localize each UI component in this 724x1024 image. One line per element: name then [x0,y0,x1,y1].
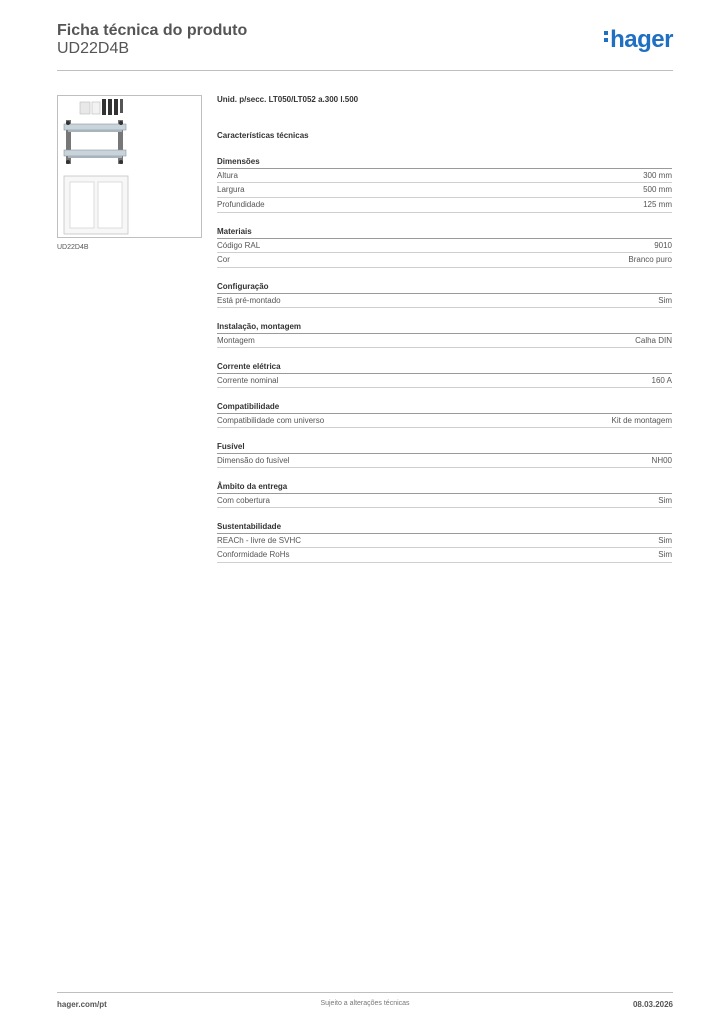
spec-group [217,322,672,348]
spec-row [217,169,672,183]
spec-groups [217,157,672,563]
spec-label: REACh - livre de SVHC [217,536,302,545]
spec-value: 9010 [654,241,672,250]
spec-label: Com cobertura [217,496,270,505]
spec-group [217,522,672,563]
spec-label: Altura [217,171,238,180]
spec-value: 300 mm [643,171,672,180]
spec-label: Profundidade [217,200,265,209]
product-description: Unid. p/secc. LT050/LT052 a.300 l.500 [217,95,359,104]
spec-content [217,95,672,563]
spec-label: Conformidade RoHs [217,550,290,559]
spec-label: Compatibilidade com universo [217,416,325,425]
spec-group-title: Sustentabilidade [217,522,672,534]
spec-group [217,402,672,428]
footer-note: Sujeito a alterações técnicas [320,1000,410,1007]
spec-row [217,414,672,428]
product-photo-icon [58,96,201,237]
spec-label: Está pré-montado [217,296,281,305]
spec-row [217,294,672,308]
spec-group [217,362,672,388]
page-header [57,20,673,71]
spec-group-title: Fusível [217,442,672,454]
spec-row [217,239,672,253]
spec-value: 160 A [651,376,672,385]
page-footer [57,992,673,1013]
section-title: Características técnicas [217,131,309,140]
spec-value: NH00 [651,456,672,465]
hager-logo [604,26,673,54]
spec-value: Branco puro [628,255,672,264]
spec-row [217,548,672,563]
spec-row [217,454,672,468]
spec-row [217,374,672,388]
spec-value: Sim [658,550,672,559]
spec-group-title: Dimensões [217,157,672,169]
product-image [57,95,202,238]
footer-website: hager.com/pt [57,1000,107,1009]
footer-date: 08.03.2026 [632,1000,673,1009]
image-caption: UD22D4B [57,244,89,251]
spec-group [217,282,672,308]
spec-value: Sim [658,496,672,505]
spec-row [217,494,672,508]
spec-value: Sim [658,536,672,545]
spec-group-title: Materiais [217,227,672,239]
spec-row [217,198,672,213]
spec-label: Montagem [217,336,255,345]
spec-row [217,334,672,348]
spec-group-title: Instalação, montagem [217,322,672,334]
spec-group [217,442,672,468]
spec-group-title: Configuração [217,282,672,294]
spec-value: 500 mm [643,185,672,194]
spec-label: Código RAL [217,241,261,250]
spec-group [217,482,672,508]
spec-row [217,183,672,198]
spec-row [217,253,672,268]
spec-value: Kit de montagem [611,416,672,425]
logo-text: hager [610,26,673,53]
spec-label: Dimensão do fusível [217,456,290,465]
spec-label: Cor [217,255,230,264]
document-title: Ficha técnica do produto [57,22,248,39]
spec-row [217,534,672,548]
spec-group-title: Âmbito da entrega [217,482,672,494]
spec-group-title: Compatibilidade [217,402,672,414]
spec-value: Sim [658,296,672,305]
spec-label: Corrente nominal [217,376,279,385]
spec-label: Largura [217,185,245,194]
spec-group-title: Corrente elétrica [217,362,672,374]
spec-group [217,227,672,268]
spec-value: Calha DIN [635,336,672,345]
spec-value: 125 mm [643,200,672,209]
product-code: UD22D4B [57,40,130,57]
spec-group [217,157,672,213]
